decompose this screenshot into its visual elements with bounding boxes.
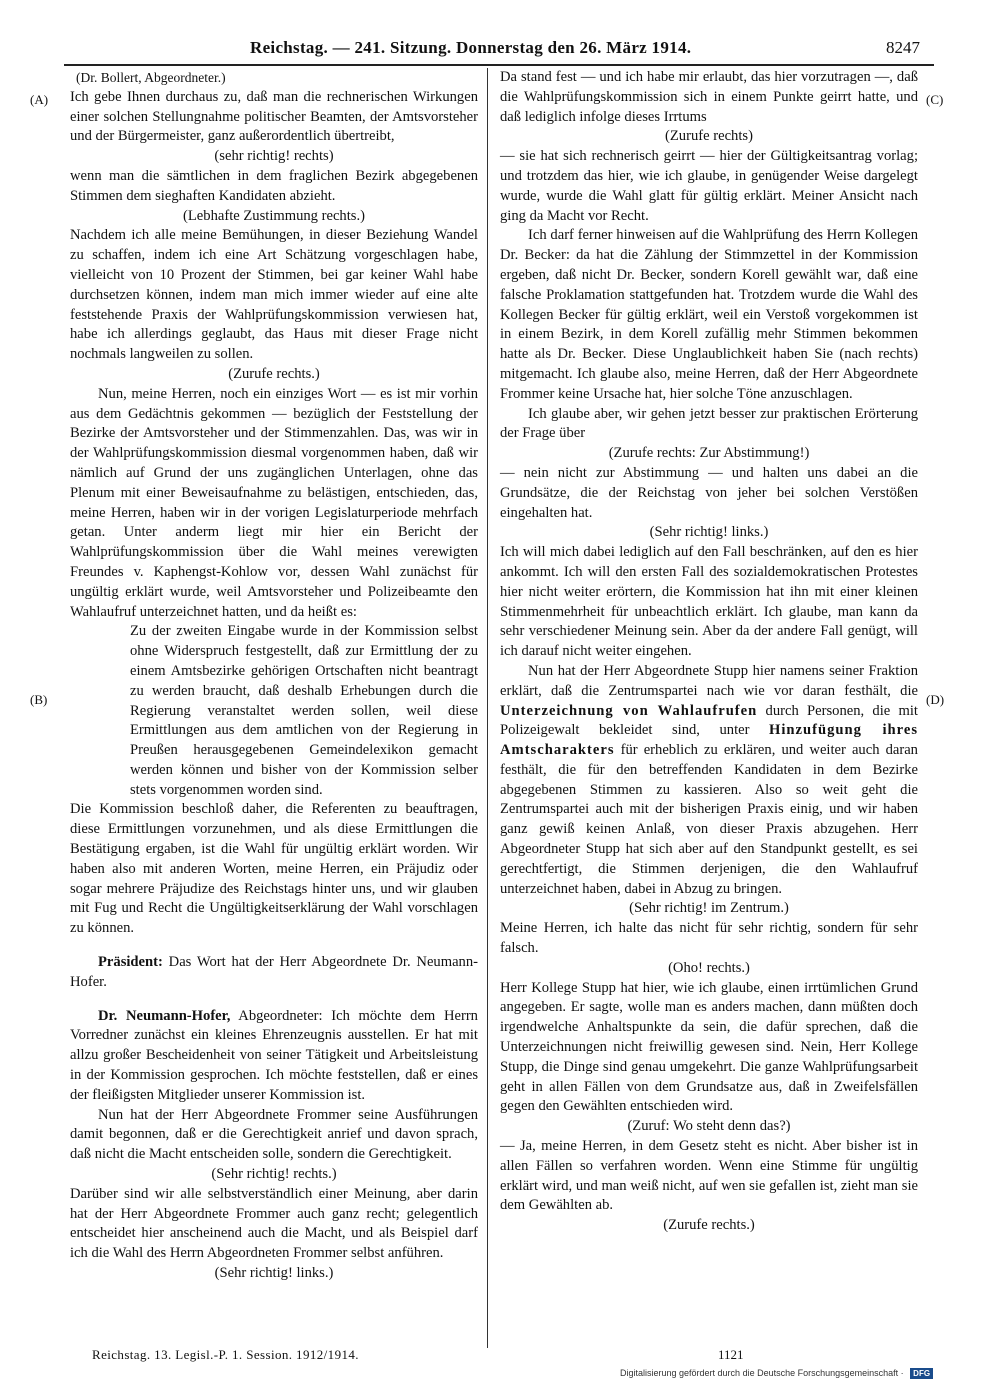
paragraph: Ich darf ferner hinweisen auf die Wahlprüfung des Herrn Kollegen Dr. Becker: da hat die Zählung der Stimmzettel in der Kommission ergeben, daß nicht Dr. Becker, sondern Korell gewählt war, daß eine falsche Proklamation stattgefunden hat. Trotzdem wurde die Wahl des Kollegen Becker für gültig erklärt, weil ein Verstoß vorgekommen ist in einem Bezirk, in dem Korell zufällig mehr Stimmen bekommen hatte als Dr. Becker. Diese Unglaublichkeit haben Sie (nach rechts) mitgemacht. Ich glaube also, meine Herren, daß der Herr Abgeordnete Frommer keine Ursache hat, hier solche Töne anzuschlagen. [500,227,918,402]
interjection: (Zurufe rechts.) [663,1217,755,1234]
speaker-name: Dr. Neumann-Hofer, [98,1007,231,1024]
interjection: (Zurufe rechts: Zur Abstimmung!) [608,445,810,462]
paragraph: Herr Kollege Stupp hat hier, wie ich glaube, einen irrtümlichen Grund angegeben. Er sagte, wolle man es anders machen, dann müßten doch irgendwelche Anhaltspunkte da sein, die dafür sprechen, daß die Unterzeichnungen nicht freiwillig gewesen sind. Nein, Herr Kollege Stupp, die Dinge sind genau umgekehrt. Die ganze Wahlprüfungsarbeit geht in allen Fällen von dem Grundsatze aus, daß in Zweifelsfällen gegen den Gewählten entschieden wird. [500,979,918,1115]
paragraph-text: für erheblich zu erklären, und weiter auch daran festhält, die für den betreffenden Kandidaten in dem Bezirke abgegebenen Stimmen zu kassieren. Also so weit geht die Zentrumspartei auch mit der bisherigen Praxis einig, und wir haben ganz gewiß keinen Anlaß, von dieser Praxis abzugehen. Herr Abgeordneter Stupp hat sich aber auf den Standpunkt gestellt, es sei gerechtfertigt, die Stimmen derjenigen, die den Wahlaufruf unterzeichnet haben, dabei in Abzug zu bringen. [500,742,918,897]
left-column [70,68,478,1284]
page-number: 8247 [886,38,920,57]
interjection: (Oho! rechts.) [668,959,750,976]
paragraph-text: durch Personen, die mit Polizeigewalt bekleidet sind, unter [500,702,918,739]
digitization-credit [620,1368,933,1379]
paragraph: — nein nicht zur Abstimmung — und halten uns dabei an die Grundsätze, die der Reichstag von jeher bei solchen Verstößen eingehalten hat. [500,464,918,521]
footer-session-info: Reichstag. 13. Legisl.-P. 1. Session. 1912/1914. [92,1347,359,1362]
right-column [500,68,918,1236]
paragraph: Meine Herren, ich halte das nicht für sehr richtig, sondern für sehr falsch. [500,920,918,957]
interjection: (Sehr richtig! links.) [649,524,769,541]
president-text: Das Wort hat der Herr Abgeordnete Dr. Neumann-Hofer. [70,954,479,990]
interjection: (Lebhafte Zustimmung rechts.) [183,207,365,224]
margin-mark-a: (A) [30,92,49,107]
president-label: Präsident: [98,954,163,971]
interjection: (sehr richtig! rechts) [214,148,334,165]
page-header [70,38,920,62]
credit-text: Digitalisierung gefördert durch die Deutsche Forschungsgemeinschaft · [620,1368,904,1378]
column-divider [487,68,488,1348]
speaker-label: (Dr. Bollert, Abgeordneter.) [76,70,226,85]
interjection: (Sehr richtig! rechts.) [211,1166,337,1183]
interjection: (Sehr richtig! im Zentrum.) [629,900,789,917]
paragraph: Nun, meine Herren, noch ein einziges Wort — es ist mir vorhin aus dem Gedächtnis gekommen — bezüglich der Feststellung der Bezirke der Amtsvorsteher und der Stimmenzahlen. Das, was wir in der Wahlprüfungskommission diesmal vorgenommen haben, daß wir nämlich auf Grund der uns zugänglichen Unterlagen, ohne das Plenum mit einer Beweisaufnahme zu belästigen, entschieden, das, meine Herren, haben wir in der vorigen Legislaturperiode mehrfach getan. Unter anderm liegt mir hier ein Bericht der Wahlprüfungskommission über die Wahl meines verewigten Freundes v. Kaphengst-Kohlow vor, dessen Wahl zunächst für ungültig erklärt wurde, weil Amtsvorsteher und Polizeibeamte den Wahlaufruf unterzeichnet hatten, und da heißt es: [70,385,478,620]
interjection: (Zurufe rechts) [665,128,753,145]
paragraph: wenn man die sämtlichen in dem fraglichen Bezirk abgegebenen Stimmen dem sieghaften Kandidaten abzieht. [70,167,478,204]
footer-sheet-number: 1121 [718,1347,744,1362]
interjection: (Sehr richtig! links.) [214,1265,334,1282]
president-statement [70,953,478,993]
paragraph: Ich glaube aber, wir gehen jetzt besser zur praktischen Erörterung der Frage über [500,405,918,442]
header-title: Reichstag. — 241. Sitzung. Donnerstag den 26. März 1914. [250,38,692,57]
margin-mark-d: (D) [926,692,945,707]
header-rule [64,64,934,66]
paragraph: Nachdem ich alle meine Bemühungen, in dieser Beziehung Wandel zu schaffen, indem ich eine Art Schätzung vorgeschlagen habe, vielleicht von 10 Prozent der Stimmen, bei gar keiner Wahl habe durchsetzen können, indem man mich immer wieder auf eine alte feststehende Praxis der Wahlprüfungskommission verwiesen hat, habe ich allerdings geglaubt, das Haus mit dieser Frage nicht nochmals langweilen zu sollen. [70,227,478,363]
paragraph [500,662,918,900]
paragraph: Ich will mich dabei lediglich auf den Fall beschränken, auf den es hier ankommt. Ich will den ersten Fall des sozialdemokratischen Protestes hier nicht weiter erörtern, die Kommission hat ihn mit einer kleinen Stimmenmehrheit für unbeachtlich erklärt. Ich glaube, man kann da sehr verschiedener Meinung sein. Aber da der andere Fall genügt, will ich darauf nicht weiter eingehen. [500,544,918,660]
paragraph: Da stand fest — und ich habe mir erlaubt, das hier vorzutragen —, daß die Wahlprüfungskommission sich in einem Punkte geirrt hatte, und daß lediglich infolge dieses Irrtums [500,69,918,125]
margin-mark-c: (C) [926,92,944,107]
paragraph: Ich gebe Ihnen durchaus zu, daß man die rechnerischen Wirkungen einer solchen Stellungnahme politischer Beamten, der Amtsvorsteher und der Bürgermeister, ganz außerordentlich übertreibt, [70,88,478,145]
neumann-statement [70,1007,478,1106]
paragraph: Nun hat der Herr Abgeordnete Frommer seine Ausführungen damit begonnen, daß er die Gerechtigkeit anrief und davon sprach, daß nicht die Macht entscheiden solle, sondern die Gerechtigkeit. [70,1106,478,1163]
interjection: (Zuruf: Wo steht denn das?) [627,1118,791,1135]
emphasis-text: Unterzeichnung von Wahlaufrufen [500,702,758,719]
paragraph-text: Nun hat der Herr Abgeordnete Stupp hier namens seiner Fraktion erklärt, daß die Zentrumspartei nach wie vor daran festhält, die [500,662,918,699]
paragraph: — Ja, meine Herren, in dem Gesetz steht es nicht. Aber bisher ist in allen Fällen so verfahren worden. Wenn eine Stimme für ungültig erklärt wird, und man weiß nicht, auf wen sie gefallen ist, zieht man sie dem Gewählten ab. [500,1138,918,1214]
paragraph: Darüber sind wir alle selbstverständlich einer Meinung, aber darin hat der Herr Abgeordnete Frommer auch ganz recht; gelegentlich entscheidet hier anscheinend auch die Macht, und als Beispiel darf ich die Wahl des Herrn Abgeordneten Frommer selbst anführen. [70,1185,478,1262]
emphasis-text: Hinzufügung ihres Amtscharakters [500,722,919,759]
dfg-logo: DFG [910,1368,933,1379]
interjection: (Zurufe rechts.) [228,365,320,382]
paragraph: — sie hat sich rechnerisch geirrt — hier der Gültigkeitsantrag vorlag; und trotzdem das hier, wie ich glaube, in genügender Weise dargelegt wurde, wurde die Wahl glatt für gültig erklärt. Meiner Ansicht nach ging da Macht vor Recht. [500,148,918,224]
paragraph: Die Kommission beschloß daher, die Referenten zu beauftragen, diese Ermittlungen vorzunehmen, und als diese Ermittlungen die Bestätigung ergaben, ist die Wahl für ungültig erklärt worden. Wir haben also mit anderen Worten, meine Herren, ein Präjudiz oder sogar mehrere Präjudize des Reichstags hinter uns, und wir glauben mit Fug und Recht die Ungültigkeitserklärung der Wahl vorschlagen zu können. [70,801,478,937]
speech-text: Abgeordneter: Ich möchte dem Herrn Vorredner zunächst ein kleines Ehrenzeugnis ausstellen. Er hat mit allzu großer Bescheidenheit von seiner Tätigkeit und Arbeitsleistung in der Kommission gesprochen. Ich möchte feststellen, daß er eines der fleißigsten Mitglieder unserer Kommission ist. [70,1007,478,1103]
margin-mark-b: (B) [30,692,48,707]
block-quote: Zu der zweiten Eingabe wurde in der Kommission selbst ohne Widerspruch festgestellt, daß zur Ermittlung der zu einem Amtsbezirke gehörigen Ortschaften nicht beantragt zu werden braucht, daß deshalb Erhebungen durch die Regierung veranstaltet werden sollen, weil diese Ermittlungen aus dem amtlichen von der Regierung in Preußen herausgegebenen Gemeindelexikon gemacht werden können und bisher von der Kommission selber stets vorgenommen worden sind. [130,623,478,798]
